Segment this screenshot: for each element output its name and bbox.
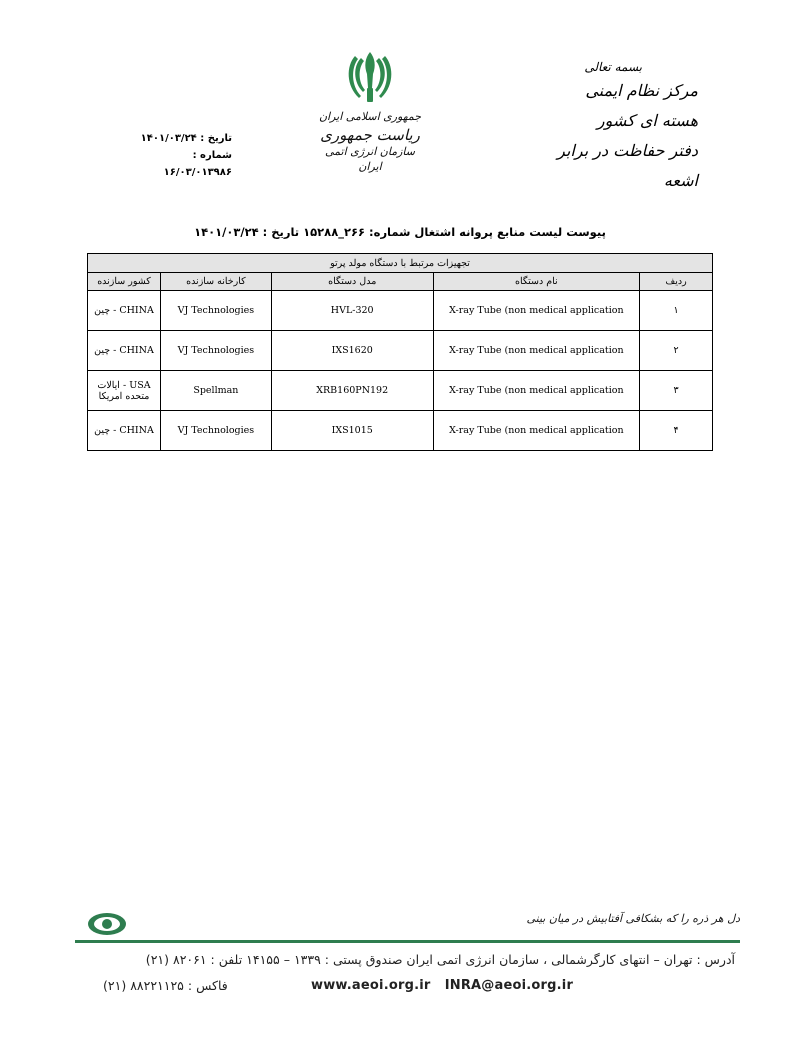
cell-manufacturer: VJ Technologies (160, 291, 271, 331)
footer-slogan-row (75, 906, 740, 942)
table-row (88, 371, 713, 411)
iran-emblem-icon (345, 48, 395, 106)
footer-address: آدرس : تهران – انتهای کارگرشمالی ، سازمان انرژی اتمی ایران صندوق پستی : ۱۳۳۹ – ۱۴۱۵۵ تلفن : ۸۲۰۶۱ (۲۱) (145, 952, 735, 967)
header-device-model: مدل دستگاه (271, 273, 433, 291)
cell-row-number: ۲ (640, 331, 713, 371)
footer-divider (75, 940, 740, 943)
government-emblem-block (315, 48, 425, 175)
emblem-line-republic: جمهوری اسلامی ایران (318, 110, 422, 123)
header-row-number: ردیف (640, 273, 713, 291)
cell-device-name: X-ray Tube (non medical application (433, 291, 640, 331)
center-name: مرکز نظام ایمنی هسته ای کشور (585, 81, 698, 130)
cell-manufacturer: Spellman (160, 371, 271, 411)
equipment-table (87, 253, 713, 451)
document-date: تاریخ : ۱۴۰۱/۰۳/۲۴ (140, 133, 232, 144)
cell-row-number: ۴ (640, 411, 713, 451)
cell-device-name: X-ray Tube (non medical application (433, 331, 640, 371)
basmala-text: بسمه تعالی (584, 60, 642, 74)
aeoi-eye-logo-icon (87, 912, 127, 936)
table-header-row (88, 273, 713, 291)
header-manufacturer: کارخانه سازنده (160, 273, 271, 291)
emblem-line-organization: سازمان انرژی اتمی ایران (325, 145, 415, 173)
cell-device-name: X-ray Tube (non medical application (433, 371, 640, 411)
issuing-office-block (548, 58, 698, 196)
cell-country: CHINA - چین (88, 331, 161, 371)
footer-website-link[interactable]: www.aeoi.org.ir (311, 978, 431, 993)
footer-slogan: دل هر ذره را که بشکافی آفتابیش در میان بینی (526, 912, 740, 925)
footer-fax: فاکس : ۸۸۲۲۱۱۲۵ (۲۱) (103, 978, 228, 993)
page-footer (75, 900, 740, 1005)
cell-device-name: X-ray Tube (non medical application (433, 411, 640, 451)
cell-row-number: ۱ (640, 291, 713, 331)
cell-country: CHINA - چین (88, 411, 161, 451)
header-device-name: نام دستگاه (433, 273, 640, 291)
cell-manufacturer: VJ Technologies (160, 411, 271, 451)
table-row (88, 411, 713, 451)
footer-contact-row (103, 978, 713, 996)
cell-country: USA - ایالات متحده امریکا (88, 371, 161, 411)
cell-country: CHINA - چین (88, 291, 161, 331)
footer-web-email (311, 978, 573, 993)
cell-device-model: XRB160PN192 (271, 371, 433, 411)
attachment-title: پیوست لیست منابع پروانه اشتغال شماره: ۲۶۶_۱۵۲۸۸ تاریخ : ۱۴۰۱/۰۳/۲۴ (194, 225, 606, 239)
document-meta (130, 130, 232, 181)
table-caption: تجهیزات مرتبط با دستگاه مولد پرتو (88, 254, 713, 273)
table-row (88, 291, 713, 331)
cell-device-model: HVL-320 (271, 291, 433, 331)
office-name: دفتر حفاظت در برابر اشعه (557, 141, 698, 190)
cell-device-model: IXS1015 (271, 411, 433, 451)
cell-row-number: ۳ (640, 371, 713, 411)
footer-email-link[interactable]: INRA@aeoi.org.ir (444, 978, 574, 993)
emblem-line-presidency: ریاست جمهوری (320, 125, 420, 144)
table-row (88, 331, 713, 371)
cell-manufacturer: VJ Technologies (160, 331, 271, 371)
document-number: شماره : ۱۶/۰۳/۰۱۳۹۸۶ (163, 150, 232, 178)
header-country: کشور سازنده (88, 273, 161, 291)
cell-device-model: IXS1620 (271, 331, 433, 371)
